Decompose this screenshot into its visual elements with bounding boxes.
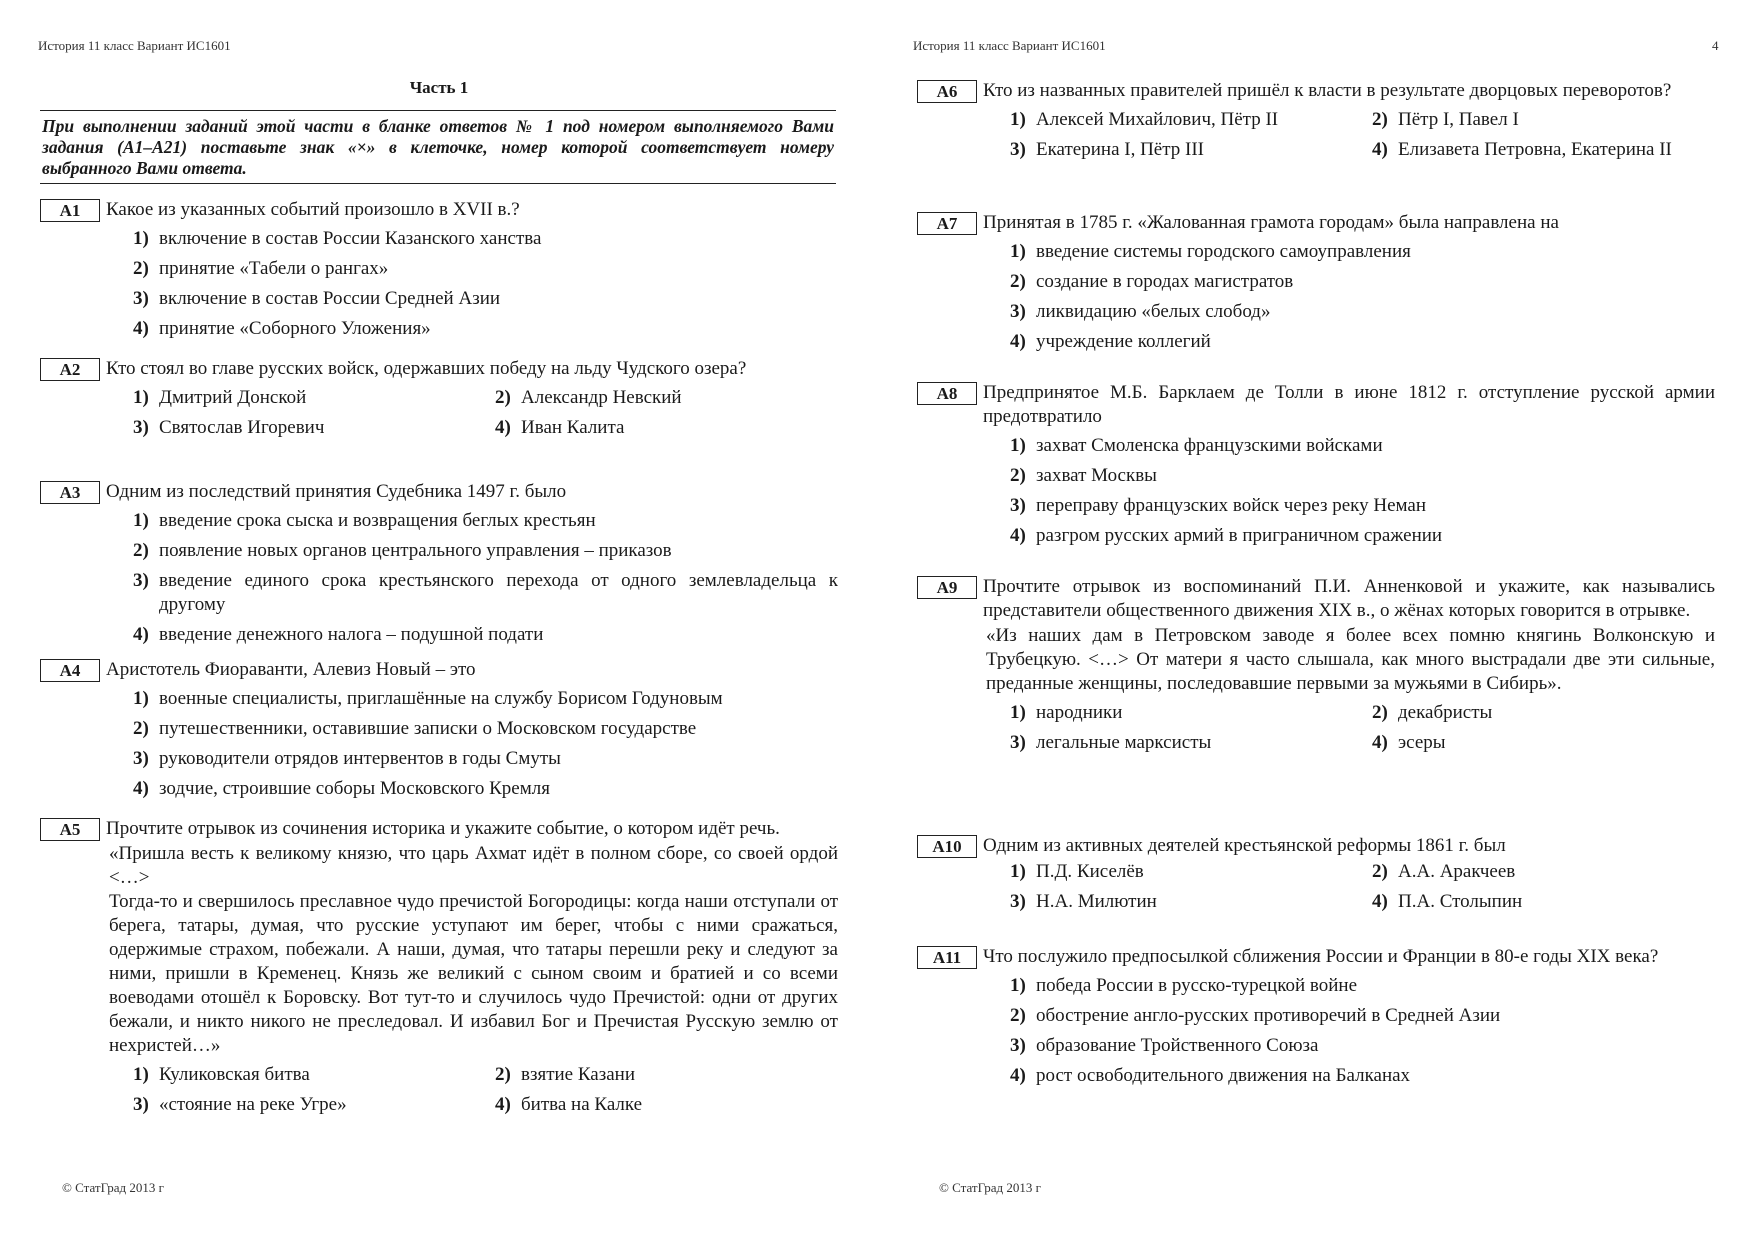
answer-option[interactable] <box>495 1093 838 1117</box>
option-text: руководители отрядов интервентов в годы Смуты <box>159 748 561 769</box>
answer-option[interactable] <box>1010 1004 1715 1028</box>
option-text: переправу французских войск через реку Неман <box>1036 495 1427 516</box>
answer-option[interactable] <box>1010 494 1715 518</box>
option-number: 2) <box>495 387 511 408</box>
answer-option[interactable] <box>1010 108 1372 132</box>
option-text: появление новых органов центрального управления – приказов <box>159 540 672 561</box>
source-passage: «Из наших дам в Петровском заводе я более всех помню княгинь Волконскую и Трубецкую. <…> От матери я часто слышала, как много выстрадали две эти сильные, преданные женщины, последовавшие первыми за мужьями в Сибирь». <box>986 625 1715 694</box>
option-text: взятие Казани <box>521 1064 635 1085</box>
answer-options <box>1010 108 1715 168</box>
right-page <box>877 0 1754 1239</box>
option-text: Пётр I, Павел I <box>1398 109 1519 130</box>
running-header: История 11 класс Вариант ИС1601 <box>913 38 1106 53</box>
option-number: 1) <box>133 387 149 408</box>
option-text: народники <box>1036 702 1123 723</box>
question-code: А2 <box>40 358 100 381</box>
question-stem: Прочтите отрывок из сочинения историка и укажите событие, о котором идёт речь. <box>106 818 780 839</box>
question-code: А11 <box>917 946 977 969</box>
question-a3 <box>40 480 838 653</box>
option-number: 2) <box>1010 465 1026 486</box>
option-number: 1) <box>133 228 149 249</box>
answer-option[interactable] <box>1010 300 1715 324</box>
answer-option[interactable] <box>133 1063 495 1087</box>
answer-options <box>133 386 838 446</box>
option-text: введение единого срока крестьянского перехода от одного землевладельца к другому <box>159 570 838 615</box>
question-stem: Принятая в 1785 г. «Жалованная грамота городам» была направлена на <box>983 212 1559 233</box>
answer-option[interactable] <box>495 1063 838 1087</box>
option-text: легальные марксисты <box>1036 732 1212 753</box>
option-number: 2) <box>1010 1005 1026 1026</box>
question-stem: Какое из указанных событий произошло в XVII в.? <box>106 199 520 220</box>
option-number: 1) <box>1010 241 1026 262</box>
answer-option[interactable] <box>1372 890 1715 914</box>
answer-option[interactable] <box>1010 1064 1715 1088</box>
option-text: А.А. Аракчеев <box>1398 861 1516 882</box>
answer-option[interactable] <box>133 287 838 311</box>
option-text: Н.А. Милютин <box>1036 891 1157 912</box>
question-code: А3 <box>40 481 100 504</box>
option-text: Екатерина I, Пётр III <box>1036 139 1204 160</box>
option-text: П.А. Столыпин <box>1398 891 1523 912</box>
question-code: А9 <box>917 576 977 599</box>
answer-option[interactable] <box>1372 701 1715 725</box>
question-stem: Одним из активных деятелей крестьянской реформы 1861 г. был <box>983 835 1506 856</box>
option-number: 2) <box>1372 109 1388 130</box>
option-text: введение срока сыска и возвращения беглых крестьян <box>159 510 596 531</box>
answer-option[interactable] <box>1372 108 1715 132</box>
answer-option[interactable] <box>133 687 838 711</box>
question-a4 <box>40 658 838 807</box>
answer-option[interactable] <box>1010 701 1372 725</box>
answer-option[interactable] <box>133 416 495 440</box>
option-number: 1) <box>133 510 149 531</box>
question-stem: Предпринятое М.Б. Барклаем де Толли в июне 1812 г. отступление русской армии предотвратило <box>983 382 1715 427</box>
answer-option[interactable] <box>133 747 838 771</box>
question-a7 <box>917 211 1715 360</box>
answer-options <box>1010 974 1715 1088</box>
answer-option[interactable] <box>495 386 838 410</box>
option-text: ликвидацию «белых слобод» <box>1036 301 1271 322</box>
option-text: учреждение коллегий <box>1036 331 1211 352</box>
question-code: А6 <box>917 80 977 103</box>
option-text: П.Д. Киселёв <box>1036 861 1144 882</box>
option-number: 2) <box>1372 861 1388 882</box>
question-a1 <box>40 198 838 347</box>
option-text: эсеры <box>1398 732 1446 753</box>
question-stem: Одним из последствий принятия Судебника 1497 г. было <box>106 481 567 502</box>
answer-option[interactable] <box>1010 138 1372 162</box>
answer-option[interactable] <box>133 509 838 533</box>
option-number: 2) <box>1010 271 1026 292</box>
option-text: захват Москвы <box>1036 465 1157 486</box>
instructions: При выполнении заданий этой части в бланке ответов № 1 под номером выполняемого Вами задания (А1–А21) поставьте знак «×» в клеточке, номер которой соответствует номеру выбранного Вами ответа. <box>40 110 836 184</box>
option-number: 1) <box>1010 435 1026 456</box>
option-number: 4) <box>1372 139 1388 160</box>
option-text: Иван Калита <box>521 417 625 438</box>
answer-option[interactable] <box>133 317 838 341</box>
question-a11 <box>917 945 1715 1094</box>
question-stem: Прочтите отрывок из воспоминаний П.И. Анненковой и укажите, как назывались представители общественного движения XIX в., о жёнах которых говорится в отрывке. <box>983 576 1715 621</box>
option-text: включение в состав России Средней Азии <box>159 288 501 309</box>
question-code: А5 <box>40 818 100 841</box>
option-number: 2) <box>133 540 149 561</box>
footer-copyright: © СтатГрад 2013 г <box>62 1180 164 1195</box>
option-text: рост освободительного движения на Балканах <box>1036 1065 1411 1086</box>
answer-options <box>1010 701 1715 761</box>
question-code: А8 <box>917 382 977 405</box>
answer-options <box>1010 434 1715 548</box>
option-text: Алексей Михайлович, Пётр II <box>1036 109 1279 130</box>
answer-options <box>133 1063 838 1123</box>
question-a9 <box>917 575 1715 761</box>
running-header: История 11 класс Вариант ИС1601 <box>38 38 231 53</box>
option-number: 2) <box>133 718 149 739</box>
answer-options <box>133 227 838 341</box>
option-text: принятие «Табели о рангах» <box>159 258 389 279</box>
answer-option[interactable] <box>133 569 838 617</box>
question-stem: Аристотель Фиораванти, Алевиз Новый – это <box>106 659 476 680</box>
question-code: А4 <box>40 659 100 682</box>
option-number: 4) <box>1372 732 1388 753</box>
question-a5 <box>40 817 838 1123</box>
option-text: Александр Невский <box>521 387 682 408</box>
option-text: введение системы городского самоуправления <box>1036 241 1411 262</box>
option-number: 4) <box>1010 331 1026 352</box>
option-number: 4) <box>1010 525 1026 546</box>
option-number: 4) <box>495 1094 511 1115</box>
option-text: включение в состав России Казанского ханства <box>159 228 542 249</box>
option-number: 2) <box>1372 702 1388 723</box>
answer-option[interactable] <box>1372 860 1715 884</box>
question-code: А10 <box>917 835 977 858</box>
answer-option[interactable] <box>133 1093 495 1117</box>
option-text: введение денежного налога – подушной подати <box>159 624 544 645</box>
option-number: 1) <box>1010 702 1026 723</box>
option-number: 1) <box>1010 861 1026 882</box>
option-text: захват Смоленска французскими войсками <box>1036 435 1383 456</box>
option-number: 3) <box>133 417 149 438</box>
option-text: битва на Калке <box>521 1094 643 1115</box>
option-text: зодчие, строившие соборы Московского Кремля <box>159 778 550 799</box>
answer-option[interactable] <box>1010 240 1715 264</box>
option-text: «стояние на реке Угре» <box>159 1094 347 1115</box>
option-number: 3) <box>1010 1035 1026 1056</box>
option-number: 3) <box>133 1094 149 1115</box>
answer-option[interactable] <box>1010 860 1372 884</box>
answer-option[interactable] <box>1010 270 1715 294</box>
option-number: 3) <box>133 570 149 591</box>
source-passage: «Пришла весть к великому князю, что царь Ахмат идёт в полном сборе, со своей ордой <…> <box>109 843 838 888</box>
question-a6 <box>917 79 1715 168</box>
answer-option[interactable] <box>133 227 838 251</box>
footer-copyright: © СтатГрад 2013 г <box>939 1180 1041 1195</box>
option-number: 2) <box>133 258 149 279</box>
option-number: 3) <box>1010 891 1026 912</box>
answer-options <box>133 687 838 801</box>
answer-option[interactable] <box>1372 731 1715 755</box>
option-number: 1) <box>133 688 149 709</box>
option-number: 2) <box>495 1064 511 1085</box>
answer-option[interactable] <box>133 386 495 410</box>
option-number: 3) <box>133 748 149 769</box>
answer-option[interactable] <box>133 777 838 801</box>
option-text: образование Тройственного Союза <box>1036 1035 1319 1056</box>
page-number: 4 <box>1712 38 1719 53</box>
option-text: Дмитрий Донской <box>159 387 307 408</box>
question-a2 <box>40 357 838 446</box>
answer-option[interactable] <box>133 539 838 563</box>
option-text: военные специалисты, приглашённые на службу Борисом Годуновым <box>159 688 723 709</box>
option-text: Елизавета Петровна, Екатерина II <box>1398 139 1672 160</box>
option-number: 4) <box>133 318 149 339</box>
question-stem: Кто из названных правителей пришёл к власти в результате дворцовых переворотов? <box>983 80 1672 101</box>
part-title: Часть 1 <box>409 78 469 97</box>
question-a10 <box>917 834 1715 920</box>
question-a8 <box>917 381 1715 554</box>
option-text: путешественники, оставившие записки о Московском государстве <box>159 718 697 739</box>
option-text: разгром русских армий в приграничном сражении <box>1036 525 1443 546</box>
option-number: 4) <box>133 778 149 799</box>
option-number: 4) <box>133 624 149 645</box>
answer-option[interactable] <box>1010 434 1715 458</box>
answer-options <box>1010 240 1715 354</box>
answer-option[interactable] <box>1010 464 1715 488</box>
question-code: А7 <box>917 212 977 235</box>
option-number: 3) <box>1010 301 1026 322</box>
answer-option[interactable] <box>133 257 838 281</box>
answer-options <box>1010 860 1715 920</box>
answer-option[interactable] <box>1010 1034 1715 1058</box>
answer-option[interactable] <box>1372 138 1715 162</box>
source-passage: Тогда-то и свершилось преславное чудо пречистой Богородицы: когда наши отступали от берега, татары, думая, что русские уступают им берег, чтобы с ними сражаться, одержимые страхом, побежали. А наши, думая, что татары перешли реку и следуют за ними, пришли в Кременец. Князь же великий с сыном своим и братией и со всеми воеводами отошёл к Боровску. Вот тут-то и случилось чудо Пречистой: одни от других бежали, и никто никого не преследовал. И избавил Бог и Пречистая Русскую землю от нехристей…» <box>109 891 838 1056</box>
option-number: 1) <box>1010 975 1026 996</box>
answer-option[interactable] <box>133 623 838 647</box>
option-text: создание в городах магистратов <box>1036 271 1294 292</box>
option-number: 3) <box>1010 139 1026 160</box>
option-number: 1) <box>133 1064 149 1085</box>
option-text: победа России в русско-турецкой войне <box>1036 975 1358 996</box>
option-number: 1) <box>1010 109 1026 130</box>
answer-option[interactable] <box>1010 890 1372 914</box>
option-text: декабристы <box>1398 702 1493 723</box>
option-text: Куликовская битва <box>159 1064 310 1085</box>
question-stem: Кто стоял во главе русских войск, одержавших победу на льду Чудского озера? <box>106 358 747 379</box>
option-number: 3) <box>1010 495 1026 516</box>
question-stem: Что послужило предпосылкой сближения России и Франции в 80-е годы XIX века? <box>983 946 1659 967</box>
answer-option[interactable] <box>1010 330 1715 354</box>
question-code: А1 <box>40 199 100 222</box>
option-text: обострение англо-русских противоречий в Средней Азии <box>1036 1005 1501 1026</box>
option-number: 4) <box>1010 1065 1026 1086</box>
option-number: 4) <box>1372 891 1388 912</box>
answer-option[interactable] <box>1010 524 1715 548</box>
option-number: 4) <box>495 417 511 438</box>
option-number: 3) <box>133 288 149 309</box>
answer-option[interactable] <box>1010 731 1372 755</box>
option-text: Святослав Игоревич <box>159 417 325 438</box>
option-number: 3) <box>1010 732 1026 753</box>
answer-option[interactable] <box>495 416 838 440</box>
option-text: принятие «Соборного Уложения» <box>159 318 431 339</box>
answer-option[interactable] <box>1010 974 1715 998</box>
answer-option[interactable] <box>133 717 838 741</box>
answer-options <box>133 509 838 647</box>
